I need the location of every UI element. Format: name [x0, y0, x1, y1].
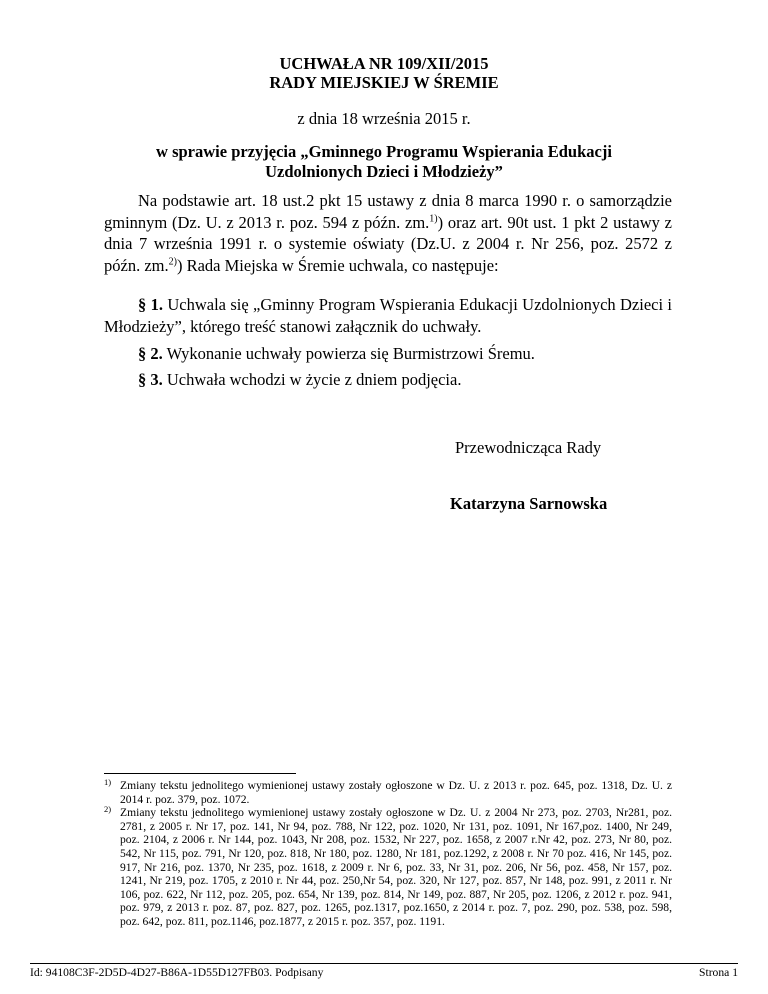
- footnote-2: [104, 806, 672, 928]
- section-1-text: Uchwala się „Gminny Program Wspierania Edukacji Uzdolnionych Dzieci i Młodzieży”, którego treść stanowi załącznik do uchwały.: [104, 295, 672, 336]
- signatory-title: Przewodnicząca Rady: [455, 438, 602, 457]
- section-2-text: Wykonanie uchwały powierza się Burmistrzowi Śremu.: [166, 344, 535, 363]
- legal-basis-paragraph: [104, 190, 672, 276]
- resolution-number: UCHWAŁA NR 109/XII/2015: [279, 54, 489, 73]
- legal-basis-text-2: ) oraz art. 90t ust. 1 pkt 2 ustawy z dnia 7 września 1991 r. o systemie oświaty (Dz.U. z 2004 r. Nr 256, poz. 2572 z późn. zm.: [104, 212, 672, 275]
- footnote-1-text: Zmiany tekstu jednolitego wymienionej ustawy zostały ogłoszone w Dz. U. z 2013 r. poz. 645, poz. 1318, Dz. U. z 2014 r. poz. 379, poz. 1072.: [120, 779, 672, 806]
- signatory-name: Katarzyna Sarnowska: [450, 494, 608, 513]
- footnote-ref-2: 2): [168, 256, 177, 267]
- footnote-2-mark: 2): [104, 804, 112, 815]
- section-3-text: Uchwała wchodzi w życie z dniem podjęcia.: [166, 370, 462, 389]
- footnote-ref-1: 1): [429, 213, 438, 224]
- legal-basis-text-1: Na podstawie art. 18 ust.2 pkt 15 ustawy z dnia 8 marca 1990 r. o samorządzie gminnym (Dz. U. z 2013 r. poz. 594 z późn. zm.: [104, 191, 672, 232]
- legal-basis-text-3: ) Rada Miejska w Śremie uchwala, co następuje:: [176, 255, 499, 275]
- section-3: [104, 369, 672, 391]
- resolution-subject: w sprawie przyjęcia „Gminnego Programu Wspierania Edukacji Uzdolnionych Dzieci i Młodzieży”: [156, 142, 612, 181]
- section-1-label: § 1.: [138, 295, 163, 314]
- section-3-label: § 3.: [138, 370, 163, 389]
- resolution-date: z dnia 18 września 2015 r.: [297, 109, 471, 128]
- council-name: RADY MIEJSKIEJ W ŚREMIE: [269, 73, 499, 92]
- footnote-2-text: Zmiany tekstu jednolitego wymienionej ustawy zostały ogłoszone w Dz. U. z 2004 Nr 273, poz. 2703, Nr281, poz. 2781, z 2005 r. Nr 17, poz. 141, Nr 94, poz. 788, Nr 122, poz. 1020, Nr 131, poz. 1091, Nr 167,poz. 1400, Nr 249, poz. 2104, z 2006 r. Nr 144, poz. 1043, Nr 208, poz. 1532, Nr 227, poz. 1658, z 2007 r.Nr 42, poz. 273, Nr 80, poz. 542, Nr 115, poz. 791, Nr 120, poz. 818, Nr 180, poz. 1280, Nr 181, poz.1292, z 2008 r. Nr 70 poz. 416, Nr 145, poz. 917, Nr 216, poz. 1370, Nr 235, poz. 1618, z 2009 r. Nr 6, poz. 33, Nr 31, poz. 206, Nr 56, poz. 458, Nr 157, poz. 1241, Nr 219, poz. 1705, z 2010 r. Nr 44, poz. 250,Nr 54, poz. 320, Nr 127, poz. 857, Nr 148, poz. 991, z 2011 r. Nr 106, poz. 622, Nr 112, poz. 205, poz. 654, Nr 139, poz. 814, Nr 149, poz. 887, Nr 205, poz. 1206, z 2012 r. poz. 941, poz. 979, z 2013 r. poz. 87, poz. 827, poz. 1265, poz.1317, poz.1650, z 2014 r. poz. 7, poz. 290, poz. 538, poz. 598, poz. 642, poz. 811, poz.1146, poz.1877, z 2015 r. poz. 357, poz. 1191.: [120, 806, 672, 928]
- section-1: [104, 294, 672, 337]
- footnotes: [104, 779, 672, 929]
- footnote-1: [104, 779, 672, 806]
- footnote-1-mark: 1): [104, 777, 112, 787]
- document-id: Id: 94108C3F-2D5D-4D27-B86A-1D55D127FB03. Podpisany: [30, 966, 324, 979]
- footnote-divider: [104, 773, 296, 774]
- section-2: [104, 343, 672, 365]
- page-number: Strona 1: [699, 966, 738, 979]
- section-2-label: § 2.: [138, 344, 163, 363]
- footer-divider: [30, 963, 738, 964]
